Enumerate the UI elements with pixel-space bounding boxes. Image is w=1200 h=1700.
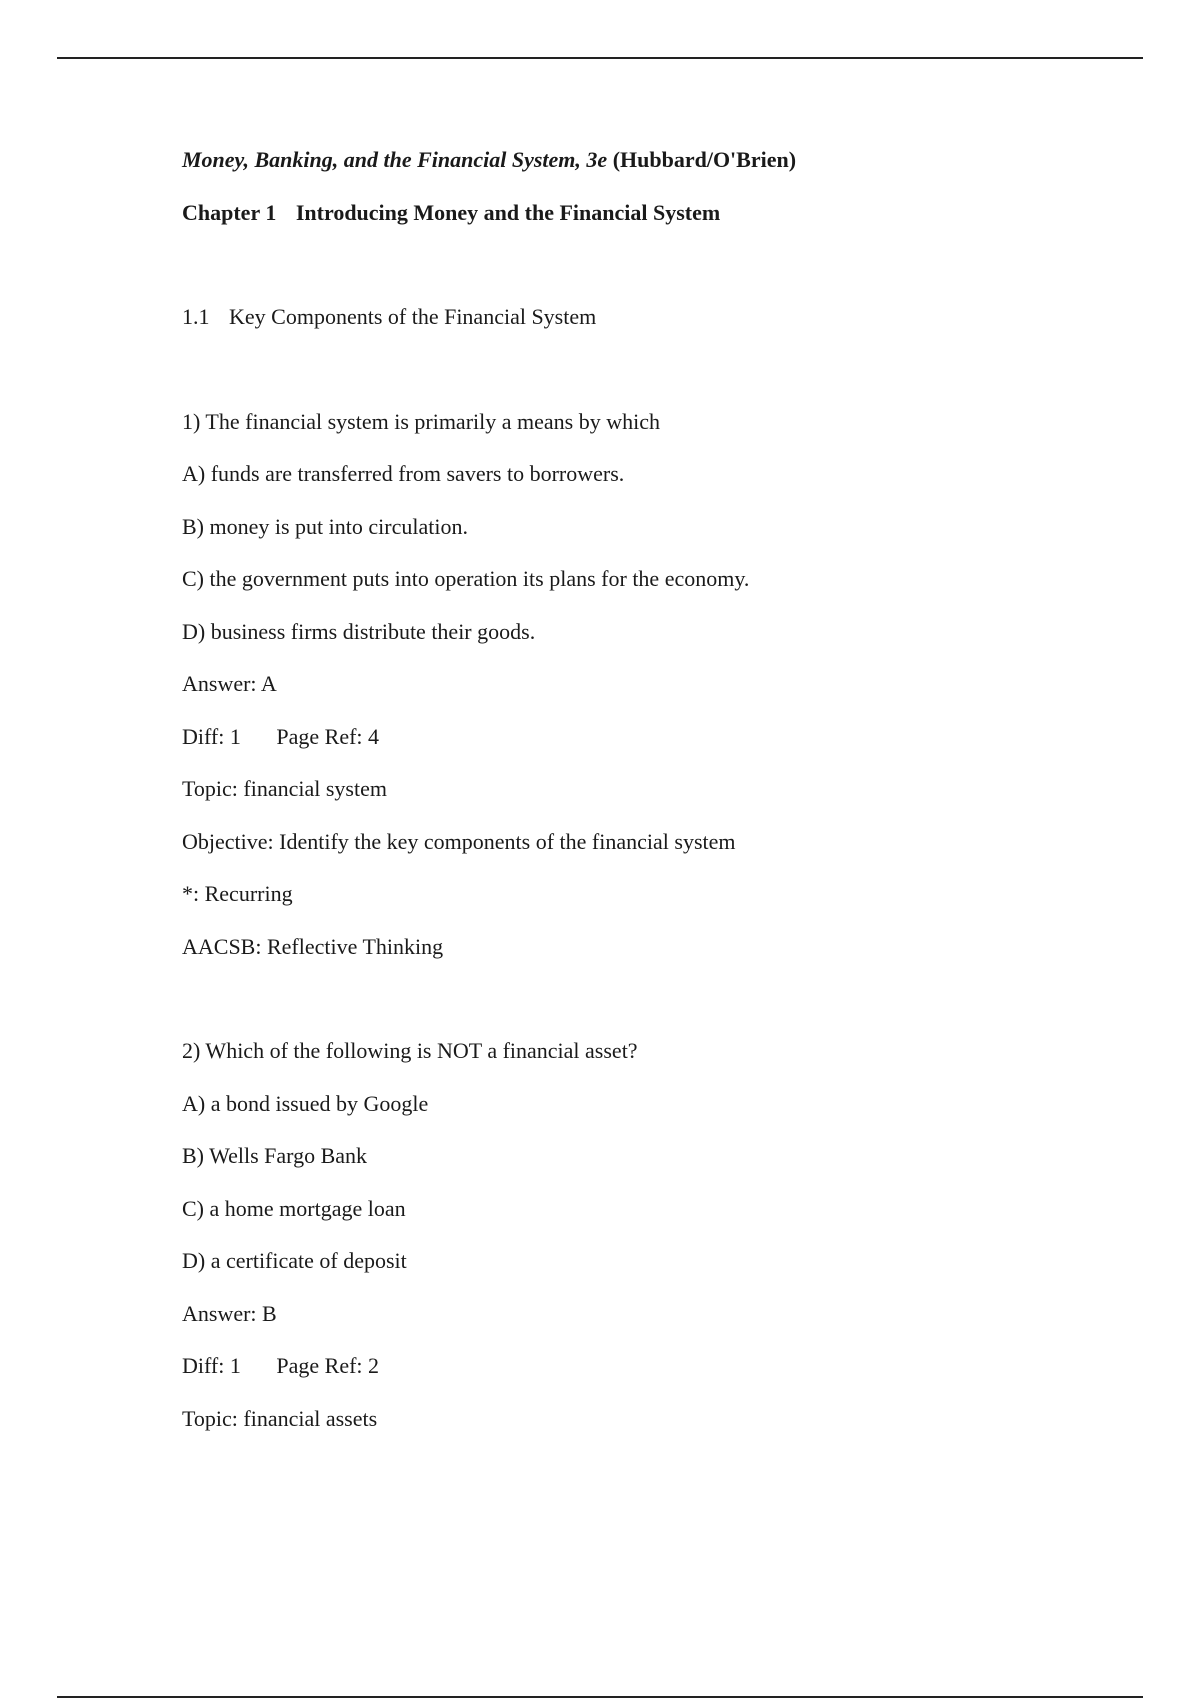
question-1-option-b: B) money is put into circulation. [182,513,468,539]
question-2-option-a: A) a bond issued by Google [182,1090,429,1116]
question-1-option-c: C) the government puts into operation its plans for the economy. [182,566,750,591]
question-1-aacsb: AACSB: Reflective Thinking [182,933,444,959]
question-1-topic: Topic: financial system [182,776,387,801]
question-2-page-ref: Page Ref: 2 [276,1353,380,1378]
question-1-diff: Diff: 1 [182,723,241,749]
section-heading [182,299,1082,352]
question-2-diff: Diff: 1 [182,1353,241,1378]
question-2-option-c: C) a home mortgage loan [182,1195,406,1221]
question-1-answer: Answer: A [182,671,277,696]
question-1-meta [182,719,1082,772]
question-1-option-a: A) funds are transferred from savers to borrowers. [182,461,625,486]
question-1-page-ref: Page Ref: 4 [276,723,380,749]
question-1-prompt: 1) The financial system is primarily a means by which [182,408,660,434]
question-2-prompt: 2) Which of the following is NOT a financial asset? [182,1038,638,1063]
question-2-answer: Answer: B [182,1300,277,1326]
chapter-heading [182,195,1082,248]
document-body [182,142,1082,1453]
chapter-label: Chapter 1 [182,199,277,225]
top-rule [57,57,1143,59]
chapter-title: Introducing Money and the Financial System [295,199,721,225]
question-1-objective: Objective: Identify the key components of the financial system [182,828,736,854]
section-title: Key Components of the Financial System [229,304,597,329]
question-1-option-d: D) business firms distribute their goods. [182,618,536,644]
book-authors: (Hubbard/O'Brien) [612,147,797,172]
section-number: 1.1 [182,304,210,329]
book-title [182,142,1082,195]
question-2-option-b: B) Wells Fargo Bank [182,1143,368,1168]
question-2-option-d: D) a certificate of deposit [182,1248,407,1273]
question-1-recurring: *: Recurring [182,881,293,906]
question-2-topic: Topic: financial assets [182,1405,378,1431]
question-2-meta [182,1348,1082,1401]
bottom-rule [57,1696,1143,1698]
book-title-italic: Money, Banking, and the Financial System, 3e [182,147,608,172]
